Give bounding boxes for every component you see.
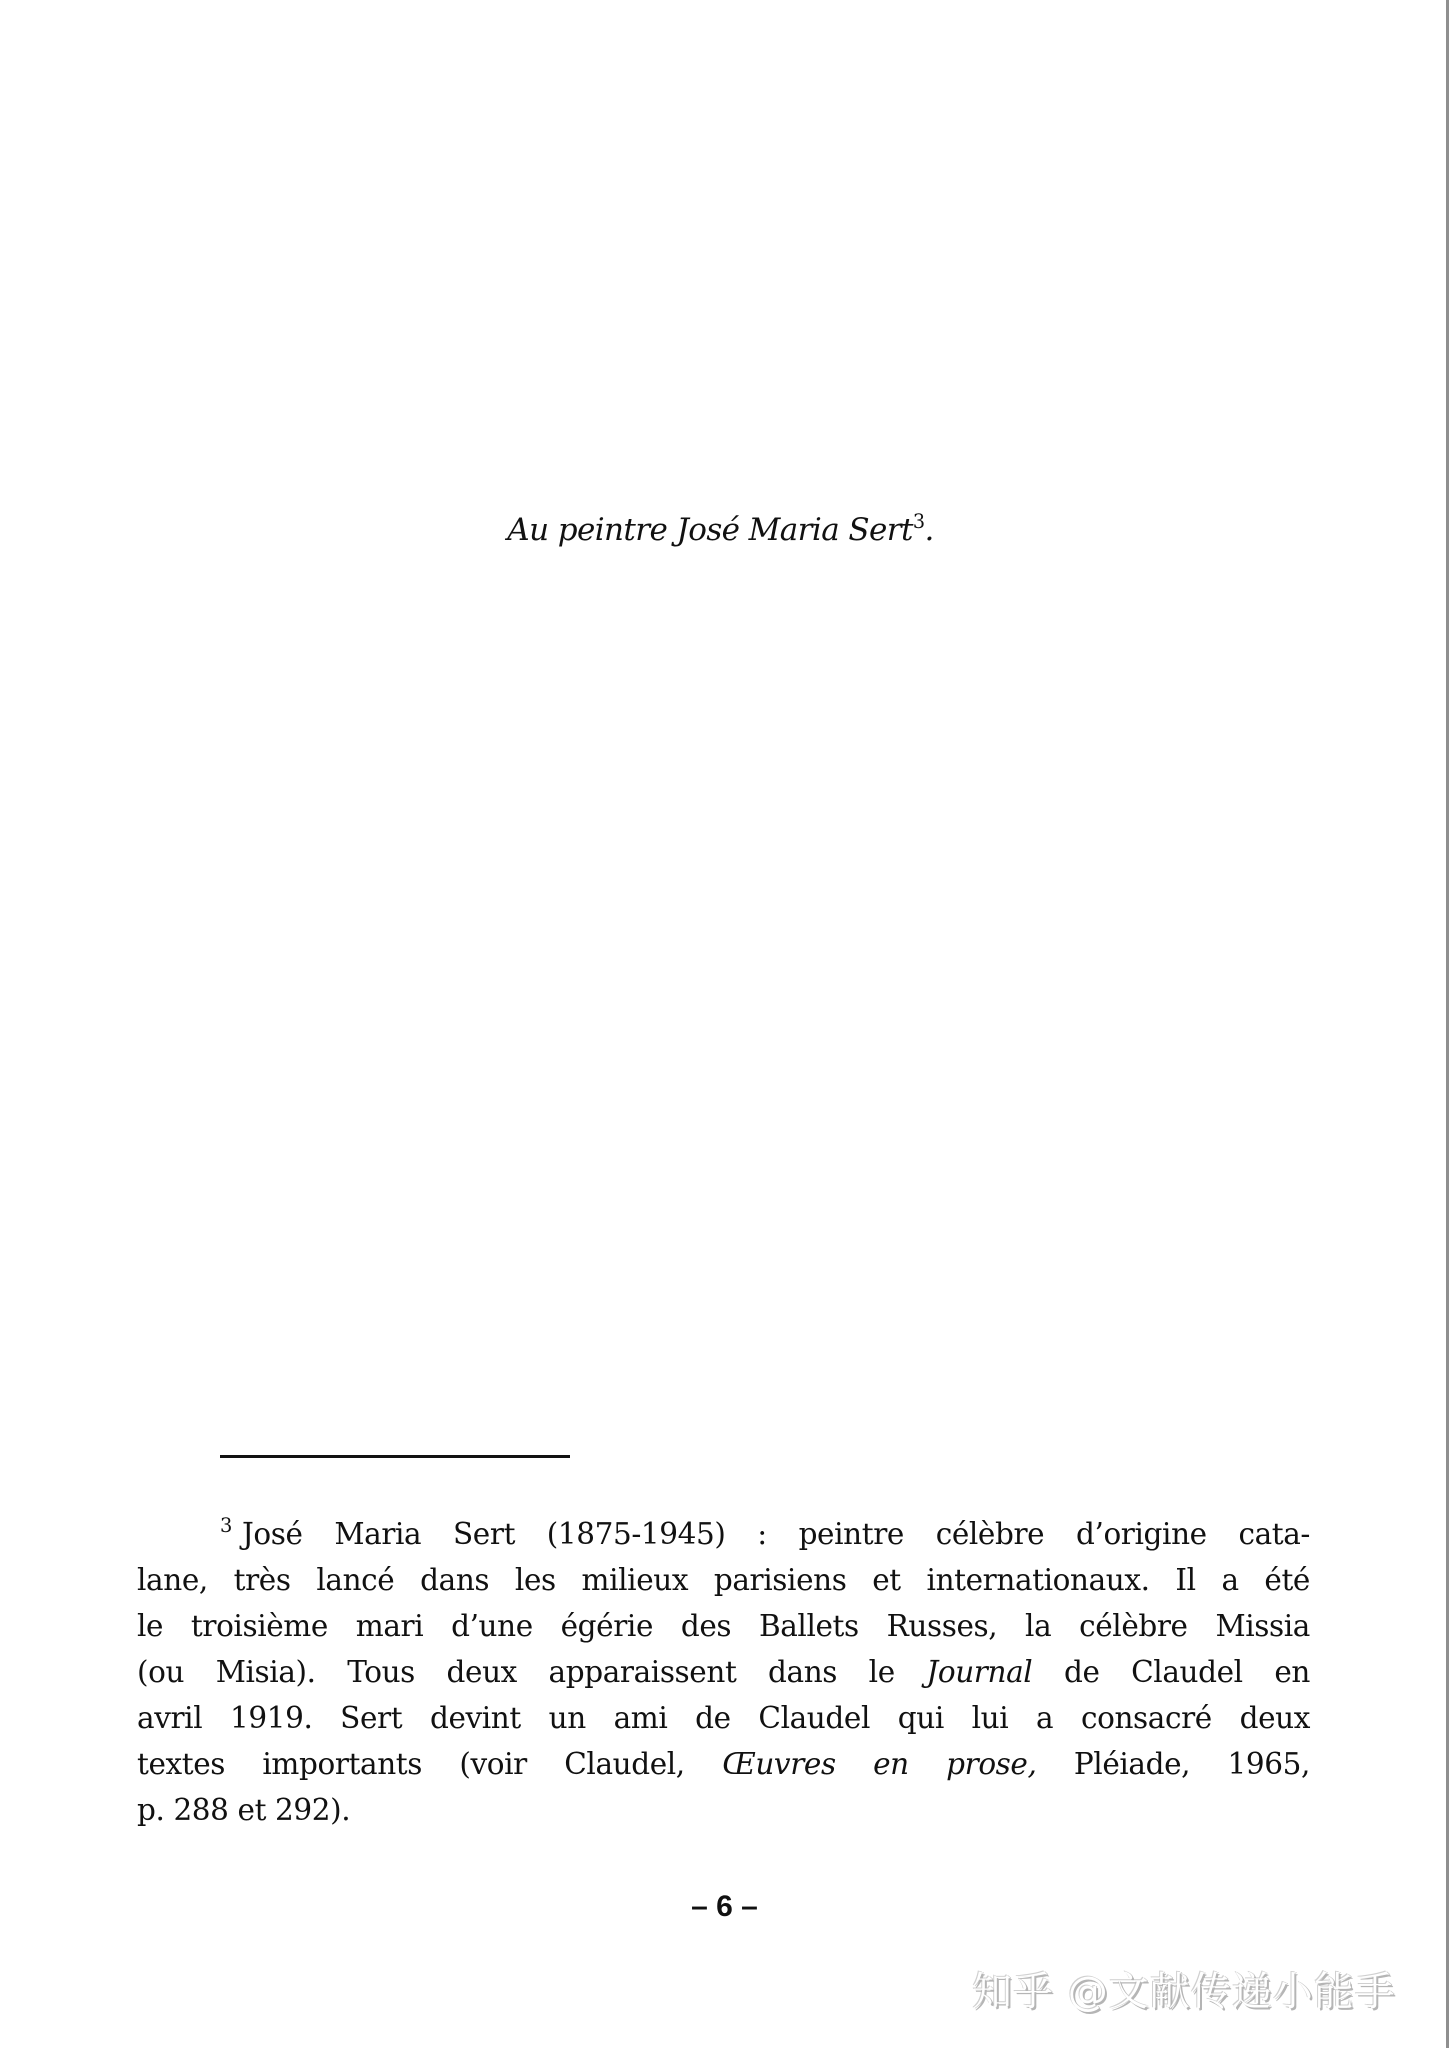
footnote-line-text: de Claudel en — [1032, 1655, 1310, 1689]
dedication-period: . — [924, 512, 934, 548]
dedication-line — [507, 512, 933, 548]
footnote-line-text: Pléiade, 1965, — [1036, 1747, 1310, 1781]
page-number — [0, 1890, 1449, 1924]
watermark: 知乎 @文献传递小能手 — [972, 1969, 1396, 2015]
footnote-line — [137, 1695, 1310, 1741]
footnote-reference[interactable]: 3 — [912, 510, 925, 534]
footnote-line-text: textes importants (voir Claudel, — [137, 1747, 723, 1781]
page-number-text: – 6 – — [691, 1890, 758, 1923]
footnote-line — [137, 1511, 1310, 1557]
footnote-separator-rule — [220, 1455, 570, 1458]
footnote-line-text: le troisième mari d’une égérie des Ballets Russes, la célèbre Missia — [137, 1609, 1310, 1643]
dedication-text: Au peintre José Maria Sert — [507, 512, 913, 548]
footnote-line — [137, 1741, 1310, 1787]
footnote-line — [137, 1557, 1310, 1603]
footnote-line-text: lane, très lancé dans les milieux parisiens et internationaux. Il a été — [137, 1563, 1310, 1597]
work-title-italic: Œuvres en prose, — [722, 1747, 1037, 1781]
footnote — [137, 1511, 1310, 1833]
dedication — [0, 512, 1449, 548]
footnote-line-text: José Maria Sert (1875-1945) : peintre célèbre d’origine cata- — [241, 1517, 1310, 1551]
footnote-line-text: p. 288 et 292). — [137, 1793, 351, 1827]
footnote-line — [137, 1649, 1310, 1695]
footnote-line — [137, 1603, 1310, 1649]
footnote-line — [137, 1787, 1310, 1833]
footnote-line-text: (ou Misia). Tous deux apparaissent dans le — [137, 1655, 927, 1689]
footnote-marker: 3 — [220, 1514, 232, 1538]
journal-title-italic: Journal — [926, 1655, 1033, 1689]
footnote-line-text: avril 1919. Sert devint un ami de Claudel qui lui a consacré deux — [137, 1701, 1310, 1735]
